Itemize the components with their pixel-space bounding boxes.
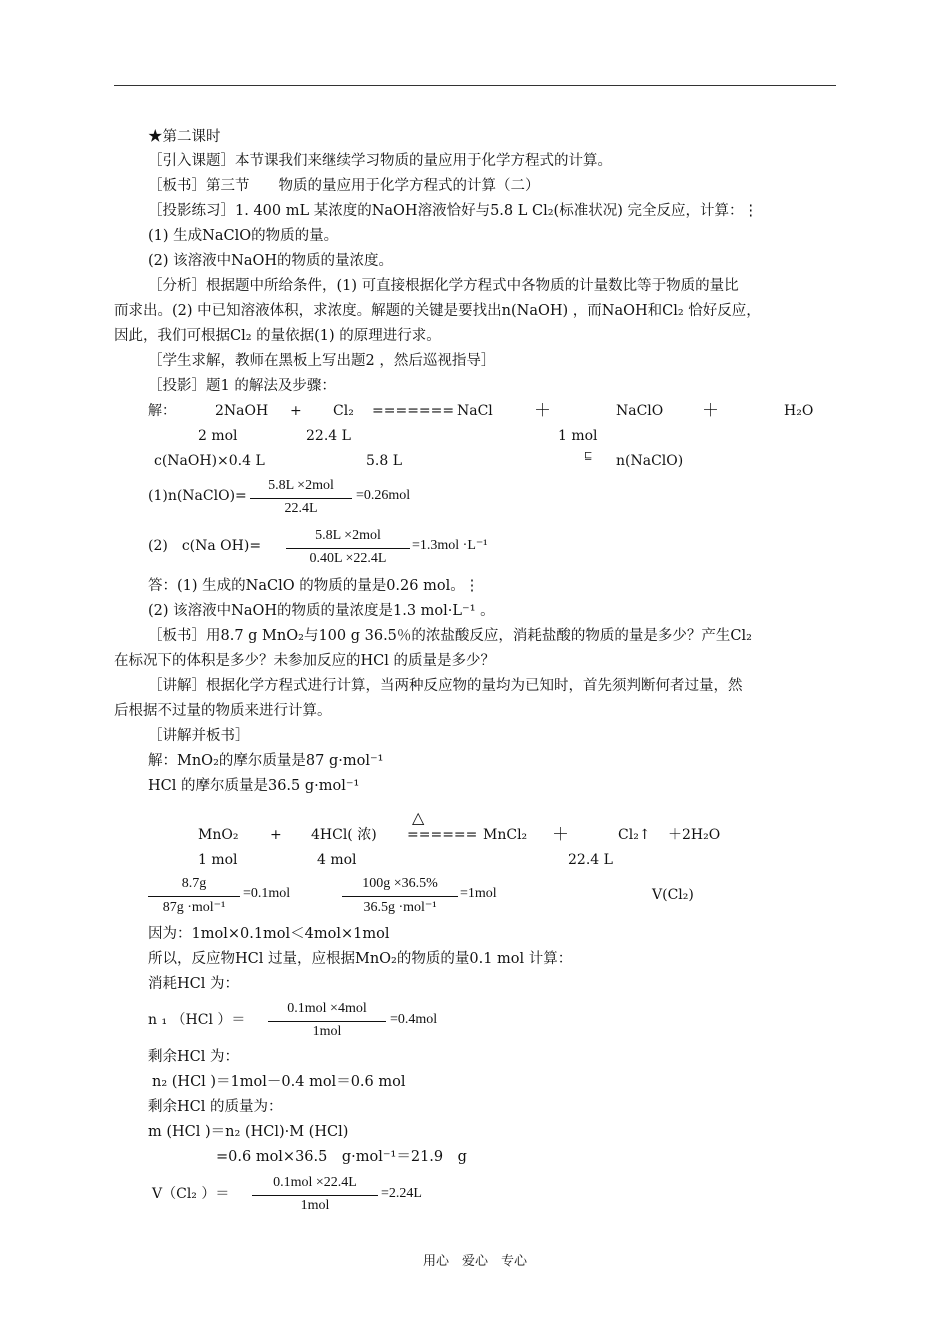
text-line: 解：MnO₂的摩尔质量是87 g·mol⁻¹ — [148, 753, 384, 769]
text-line: (2) 该溶液中NaOH的物质的量浓度是1.3 mol·L⁻¹ 。 — [148, 603, 495, 619]
text-line: (2) 该溶液中NaOH的物质的量浓度。 — [148, 253, 394, 269]
header-rule — [114, 85, 836, 86]
text-line: ［投影练习］1. 400 mL 某浓度的NaOH溶液恰好与5.8 L Cl₂(标准状况) 完全反应，计算：⋮ — [148, 203, 758, 219]
text-line: 因此，我们可根据Cl₂ 的量依据(1) 的原理进行求。 — [114, 328, 441, 344]
text-line: 而求出。(2) 中已知溶液体积，求浓度。解题的关键是要找出n(NaOH) ，而NaOH和Cl₂ 恰好反应， — [114, 303, 761, 319]
text-line: 剩余HCl 为： — [148, 1049, 239, 1065]
text-line: 消耗HCl 为： — [148, 976, 239, 992]
text-line: ［板书］第三节 物质的量应用于化学方程式的计算（二） — [148, 178, 540, 194]
text-line: 答：(1) 生成的NaClO 的物质的量是0.26 mol。⋮ — [148, 578, 480, 594]
text-line: 所以，反应物HCl 过量，应根据MnO₂的物质的量0.1 mol 计算： — [148, 951, 573, 967]
text-line: =0.6 mol×36.5 g·mol⁻¹＝21.9 g — [216, 1149, 467, 1165]
text-line: HCl 的摩尔质量是36.5 g·mol⁻¹ — [148, 778, 360, 794]
text-line: ［引入课题］本节课我们来继续学习物质的量应用于化学方程式的计算。 — [148, 153, 612, 169]
text-line: n₂ (HCl )＝1mol－0.4 mol＝0.6 mol — [152, 1074, 406, 1090]
garbled-glyph: ⊑ — [584, 451, 593, 462]
text-line: 后根据不过量的物质来进行计算。 — [114, 703, 332, 719]
text-line: ［分析］根据题中所给条件，(1) 可直接根据化学方程式中各物质的计量数比等于物质的量比 — [148, 278, 739, 294]
text-line: 剩余HCl 的质量为： — [148, 1099, 283, 1115]
text-line: ［讲解并板书］ — [148, 728, 250, 744]
text-line: ［讲解］根据化学方程式进行计算，当两种反应物的量均为已知时，首先须判断何者过量，然 — [148, 678, 743, 694]
text-line: ［投影］题1 的解法及步骤： — [148, 378, 336, 394]
text-line: (1) 生成NaClO的物质的量。 — [148, 228, 339, 244]
text-line: m (HCl )＝n₂ (HCl)·M (HCl) — [148, 1124, 349, 1140]
text-line: ［板书］用8.7 g MnO₂与100 g 36.5％的浓盐酸反应，消耗盐酸的物质的量是多少？产生Cl₂ — [148, 628, 752, 644]
lesson-heading: ★第二课时 — [148, 129, 221, 145]
text-line: 在标况下的体积是多少？未参加反应的HCl 的质量是多少？ — [114, 653, 495, 669]
page-footer: 用心 爱心 专心 — [422, 1254, 527, 1269]
text-line: 因为：1mol×0.1mol＜4mol×1mol — [148, 926, 390, 942]
text-line: ［学生求解，教师在黑板上写出题2 ，然后巡视指导］ — [148, 353, 496, 369]
